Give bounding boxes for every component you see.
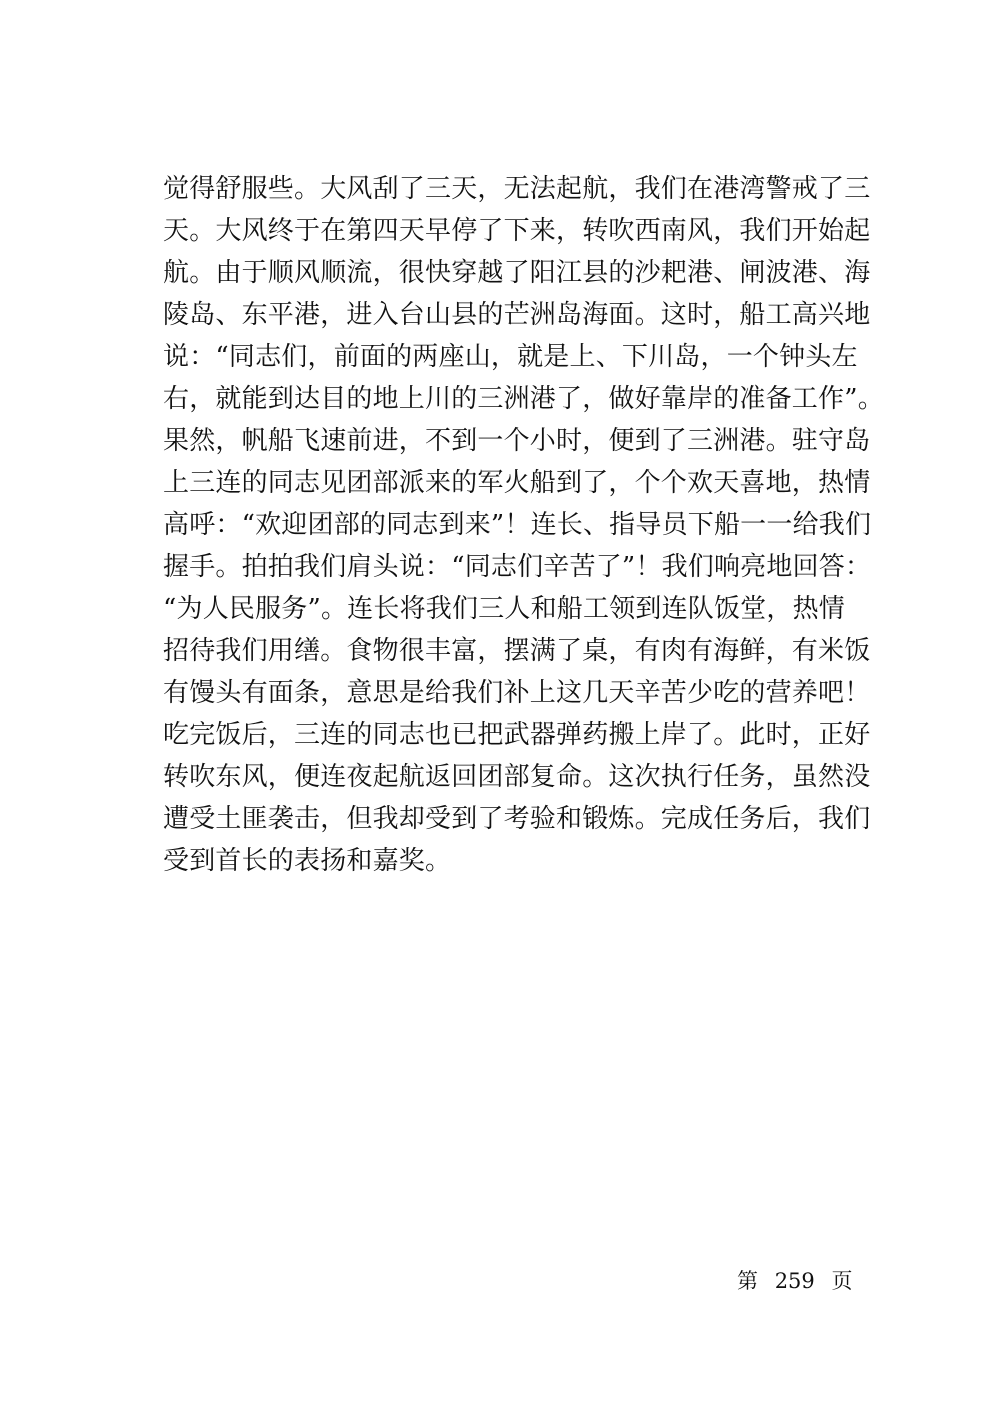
text-line: 高呼：“欢迎团部的同志到来”！连长、指导员下船一一给我们	[163, 510, 872, 540]
page-number: 259	[774, 1269, 815, 1293]
text-line: 上三连的同志见团部派来的军火船到了，个个欢天喜地，热情	[163, 468, 871, 498]
text-line: 受到首长的表扬和嘉奖。	[163, 846, 452, 876]
text-line: 招待我们用缮。食物很丰富，摆满了桌，有肉有海鲜，有米饭	[163, 636, 871, 666]
text-line: 陵岛、东平港，进入台山县的芒洲岛海面。这时，船工高兴地	[163, 300, 871, 330]
page-number-footer	[737, 1266, 852, 1296]
text-line: 果然，帆船飞速前进，不到一个小时，便到了三洲港。驻守岛	[163, 426, 871, 456]
body-text	[163, 168, 884, 882]
text-line: “为人民服务”。连长将我们三人和船工领到连队饭堂，热情	[163, 594, 845, 624]
text-line: 握手。拍拍我们肩头说：“同志们辛苦了”！我们响亮地回答：	[163, 552, 872, 582]
text-line: 说：“同志们，前面的两座山，就是上、下川岛，一个钟头左	[163, 342, 858, 372]
page-number-suffix: 页	[831, 1269, 853, 1293]
text-line: 遭受土匪袭击，但我却受到了考验和锻炼。完成任务后，我们	[163, 804, 871, 834]
text-line: 有馒头有面条，意思是给我们补上这几天辛苦少吃的营养吧！	[163, 678, 871, 708]
text-line: 天。大风终于在第四天早停了下来，转吹西南风，我们开始起	[163, 216, 871, 246]
page-number-prefix: 第	[737, 1269, 758, 1293]
text-line: 右，就能到达目的地上川的三洲港了，做好靠岸的准备工作”。	[163, 384, 884, 414]
text-line: 转吹东风，便连夜起航返回团部复命。这次执行任务，虽然没	[163, 762, 871, 792]
text-line: 吃完饭后，三连的同志也已把武器弹药搬上岸了。此时，正好	[163, 720, 871, 750]
text-line: 航。由于顺风顺流，很快穿越了阳江县的沙耙港、闸波港、海	[163, 258, 871, 288]
text-line: 觉得舒服些。大风刮了三天，无法起航，我们在港湾警戒了三	[163, 174, 871, 204]
